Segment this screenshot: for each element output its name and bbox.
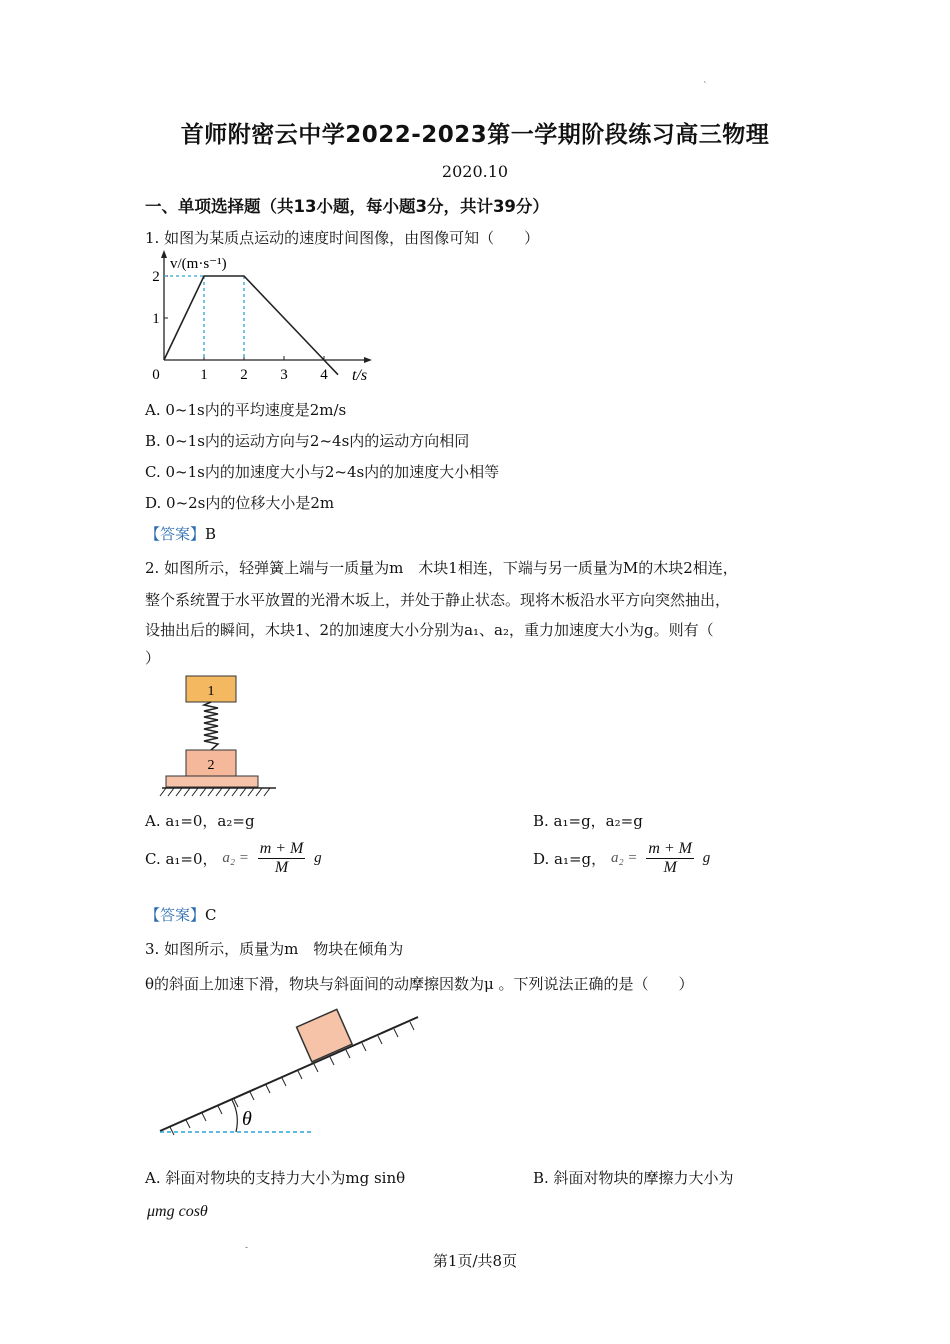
x-tick-label: 1 xyxy=(200,367,208,383)
q3-line-1: 3. 如图所示，质量为m 物块在倾角为 xyxy=(145,940,404,958)
y-tick-label: 1 xyxy=(152,311,160,327)
q2-option-c xyxy=(145,840,322,877)
x-tick-label: 0 xyxy=(152,367,160,383)
board xyxy=(166,776,258,787)
q2-option-d-lhs: a₂ = xyxy=(610,850,638,866)
x-tick-label: 3 xyxy=(280,367,288,383)
section-heading: 一、单项选择题（共13小题，每小题3分，共计39分） xyxy=(145,197,549,216)
y-tick-label: 2 xyxy=(152,269,160,285)
q2-option-c-lhs: a₂ = xyxy=(222,850,249,866)
sliding-block xyxy=(297,1009,353,1062)
q2-line-2: 整个系统置于水平放置的光滑木坂上，并处于静止状态。现将木板沿水平方向突然抽出， xyxy=(145,591,731,609)
angle-label: θ xyxy=(242,1108,252,1130)
q1-option-d: D. 0~2s内的位移大小是2m xyxy=(145,494,335,512)
q3-option-a: A. 斜面对物块的支持力大小为mg sinθ xyxy=(145,1169,406,1187)
q2-option-a: A. a₁=0，a₂=g xyxy=(145,812,255,830)
block-1-label: 1 xyxy=(207,684,215,699)
q2-answer-value: C xyxy=(205,906,217,924)
corner-mark: ` xyxy=(703,82,708,92)
y-axis-arrow xyxy=(161,250,167,258)
q2-option-b: B. a₁=g，a₂=g xyxy=(533,812,643,830)
q2-line-3: 设抽出后的瞬间，木块1、2的加速度大小分别为a₁、a₂，重力加速度大小为g。则有（ xyxy=(145,621,714,639)
q1-answer-label: 【答案】 xyxy=(145,525,206,543)
x-axis-label: t/s xyxy=(352,367,368,384)
fraction-numerator: m + M xyxy=(259,840,304,857)
q2-answer-label: 【答案】 xyxy=(145,906,206,924)
x-tick-label: 4 xyxy=(320,367,328,383)
q2-line-1: 2. 如图所示，轻弹簧上端与一质量为m 木块1相连，下端与另一质量为M的木块2相连， xyxy=(145,559,738,577)
q1-velocity-time-chart xyxy=(140,250,390,390)
q3-incline-diagram xyxy=(150,1005,430,1143)
q1-stem: 1. 如图为某质点运动的速度时间图像，由图像可知（ ） xyxy=(145,229,540,247)
block-2-label: 2 xyxy=(207,758,215,773)
q3-option-b: B. 斜面对物块的摩擦力大小为 xyxy=(533,1169,734,1187)
q3-option-b-continued: μmg cosθ xyxy=(147,1203,208,1220)
q3-line-2: θ的斜面上加速下滑，物块与斜面间的动摩擦因数为μ 。下列说法正确的是（ ） xyxy=(145,975,694,993)
q2-option-d-tail: g xyxy=(702,850,711,866)
q2-answer xyxy=(145,904,217,925)
footer-mark: - xyxy=(245,1243,249,1253)
q2-option-c-fraction xyxy=(258,840,306,877)
q2-option-c-prefix: C. a₁=0， xyxy=(145,850,218,868)
q2-line-4: ） xyxy=(145,649,161,667)
fraction-numerator: m + M xyxy=(648,840,692,857)
spring xyxy=(204,702,218,750)
q2-option-d xyxy=(533,840,710,877)
x-tick-label: 2 xyxy=(240,367,248,383)
page-number: 第1页/共8页 xyxy=(432,1252,518,1270)
x-axis-arrow xyxy=(364,357,372,363)
q2-option-d-prefix: D. a₁=g， xyxy=(533,850,607,868)
page-title: 首师附密云中学2022-2023第一学期阶段练习高三物理 xyxy=(180,122,770,148)
fraction-denominator: M xyxy=(274,859,289,876)
q2-option-d-fraction xyxy=(646,840,694,877)
q2-option-c-tail: g xyxy=(314,850,322,866)
q1-answer xyxy=(145,523,216,544)
incline-surface xyxy=(160,1017,418,1131)
incline-hatch xyxy=(170,1022,414,1135)
y-axis-label: v/(m·s⁻¹) xyxy=(170,256,227,272)
q1-option-c: C. 0~1s内的加速度大小与2~4s内的加速度大小相等 xyxy=(145,463,500,481)
q1-answer-value: B xyxy=(205,525,217,543)
exam-date: 2020.10 xyxy=(441,162,509,181)
q1-option-a: A. 0~1s内的平均速度是2m/s xyxy=(145,401,347,419)
q2-spring-blocks-diagram xyxy=(140,672,285,800)
q1-option-b: B. 0~1s内的运动方向与2~4s内的运动方向相同 xyxy=(145,432,470,450)
fraction-denominator: M xyxy=(663,859,677,876)
ground-hatch xyxy=(160,788,270,796)
